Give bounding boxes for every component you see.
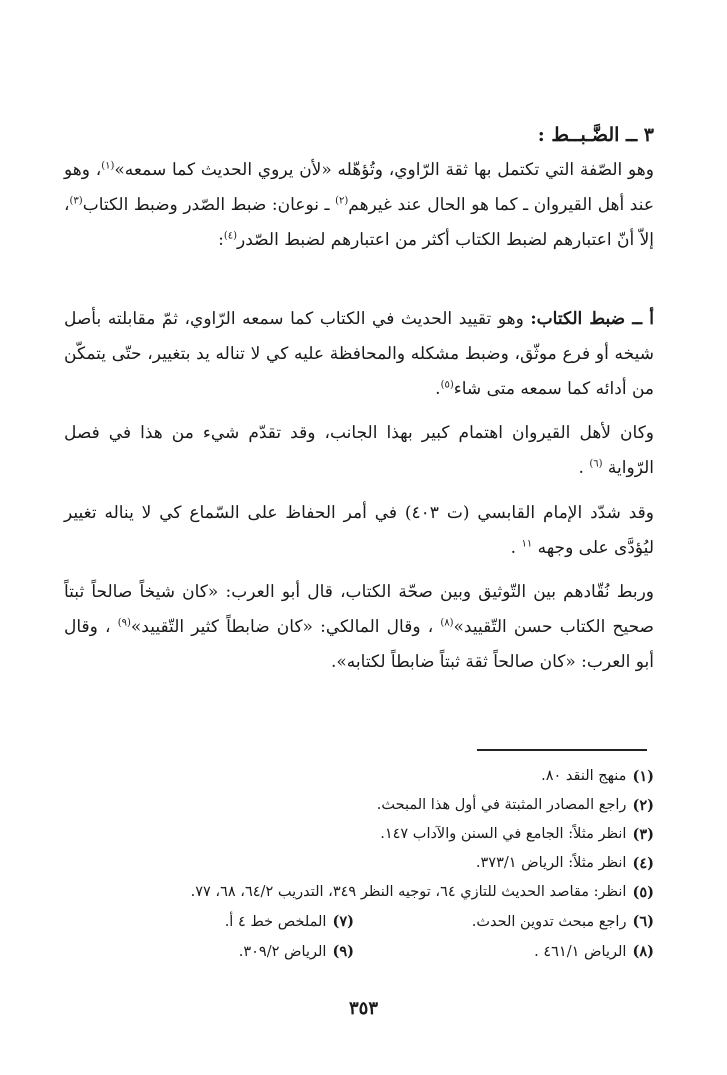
footnote-item — [54, 907, 354, 937]
footnote-number: (٢) — [632, 797, 654, 814]
paragraph-text: وهو تقييد الحديث في الكتاب كما سمعه الرّاوي، ثمّ مقابلته بأصل شيخه أو فرع موثّق، وضبط مشكله والمحافظة عليه كي لا تناله يد بتغيير، حتّى يتمكّن من أدائه كما سمعه متى شاء — [64, 309, 654, 399]
footnote-ref: (٣) — [69, 195, 83, 207]
footnote-text: انظر مثلاً: الرياض ٣٧٣/١. — [475, 855, 627, 871]
footnote-item — [54, 791, 654, 820]
footnote-ref: ١١ — [521, 538, 533, 550]
footnote-ref: (٩) — [117, 617, 131, 629]
footnote-ref: (٢) — [335, 195, 349, 207]
paragraph-text: ، وهو عند أهل القيروان ـ كما هو الحال عند غيرهم — [64, 160, 655, 215]
footnote-ref: (١) — [101, 160, 115, 172]
paragraph-definition — [64, 153, 654, 258]
footnote-ref: (٤) — [223, 230, 238, 242]
footnote-number: (٥) — [632, 884, 654, 901]
paragraph-text: ، إلاّ أنّ اعتبارهم لضبط الكتاب أكثر من اعتبارهم لضبط الصّدر — [64, 195, 654, 250]
footnote-text: راجع مبحث تدوين الحدث. — [471, 914, 627, 930]
paragraph-text: ، وقال المالكي: «كان ضابطاً كثير التّقييد» — [130, 617, 441, 637]
footnote-number: (٨) — [632, 943, 654, 960]
paragraph-text: . — [510, 538, 522, 558]
footnote-ref: (٨) — [440, 617, 454, 629]
footnote-number: (٣) — [632, 826, 654, 843]
footnote-ref: (٦) — [589, 458, 603, 470]
paragraph-kairouan — [64, 416, 654, 486]
paragraph-text: . — [578, 458, 590, 478]
page-number: ٣٥٣ — [348, 998, 378, 1019]
footnote-item — [54, 878, 654, 907]
footnote-item — [54, 820, 654, 849]
paragraph-text: وقد شدّد الإمام القابسي (ت ٤٠٣) في أمر الحفاظ على السّماع كي لا يناله تغيير ليُؤدَّى على وجهه — [64, 503, 654, 558]
footnote-pair — [54, 937, 654, 967]
footnote-text: راجع المصادر المثبتة في أول هذا المبحث. — [376, 797, 627, 813]
footnotes — [54, 762, 654, 967]
footnote-number: (١) — [632, 768, 654, 785]
paragraph-text: وكان لأهل القيروان اهتمام كبير بهذا الجانب، وقد تقدّم شيء من هذا في فصل الرّواية — [64, 423, 654, 478]
paragraph-book-control — [64, 302, 654, 407]
footnote-item — [54, 762, 654, 791]
footnote-text: انظر: مقاصد الحديث للتازي ٦٤، توجيه النظر ٣٤٩، التدريب ٦٤/٢، ٦٨، ٧٧. — [190, 884, 627, 900]
footnote-text: الملخص خط ٤ أ. — [224, 914, 327, 930]
footnote-item — [54, 849, 654, 878]
footnote-number: (٤) — [632, 855, 654, 872]
footnote-number: (٦) — [632, 913, 654, 930]
paragraph-text: : — [218, 230, 224, 250]
footnote-divider — [477, 749, 647, 751]
footnote-number: (٧) — [332, 913, 354, 930]
footnote-text: انظر مثلاً: الجامع في السنن والآداب ١٤٧. — [380, 826, 627, 842]
paragraph-text: ـ نوعان: ضبط الصّدر وضبط الكتاب — [82, 195, 336, 215]
footnote-item — [354, 937, 654, 967]
footnote-number: (٩) — [332, 943, 354, 960]
subheading: أ ــ ضبط الكتاب: — [530, 309, 654, 329]
footnote-item — [354, 907, 654, 937]
footnote-text: منهج النقد ٨٠. — [541, 768, 627, 784]
footnote-pair — [54, 907, 654, 937]
paragraph-text: وهو الصّفة التي تكتمل بها ثقة الرّاوي، وتُؤهّله «لأن يروي الحديث كما سمعه» — [114, 160, 654, 180]
paragraph-qabisi — [64, 496, 654, 566]
section-heading: ٣ ــ الضَّـبــط : — [537, 124, 654, 146]
paragraph-text: ، وقال أبو العرب: «كان صالحاً ثقة ثبتاً ضابطاً لكتابه». — [64, 617, 654, 672]
footnote-text: الرياض ٤٦١/١ . — [534, 944, 627, 960]
footnote-item — [54, 937, 354, 967]
paragraph-text: . — [435, 379, 441, 399]
footnote-text: الرياض ٣٠٩/٢. — [238, 944, 327, 960]
paragraph-critics — [64, 575, 654, 680]
footnote-ref: (٥) — [440, 379, 454, 391]
paragraph-text: وربط نُقّادهم بين التّوثيق وبين صحّة الكتاب، قال أبو العرب: «كان شيخاً صالحاً ثبتاً صحيح الكتاب حسن التّقييد» — [64, 582, 654, 637]
